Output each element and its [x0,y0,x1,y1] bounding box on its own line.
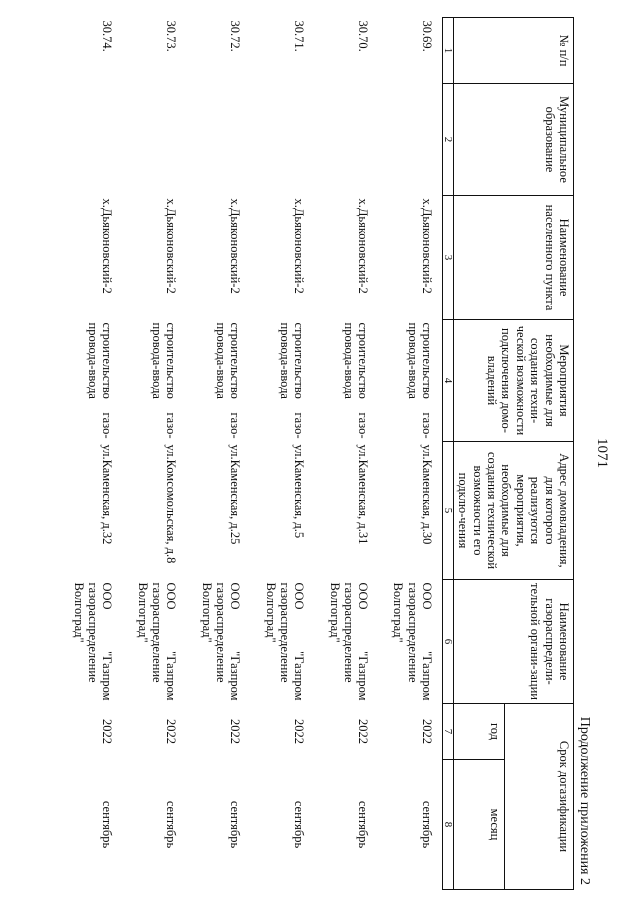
header-num: № п/п [454,17,574,83]
row-address: ул.Каменская, д.30 [420,444,434,544]
header-municipality: Муниципальное образование [454,83,574,195]
row-settlement: х.Дьяконовский-2 [420,198,434,294]
row-measure: строительство газо-провода-ввода [86,322,115,438]
header-settlement: Наименование населенного пункта [454,195,574,319]
table-row [187,17,251,889]
row-month: сентябрь [228,800,243,848]
row-measure: строительство газо-провода-ввода [405,322,434,438]
row-municipality [187,83,251,195]
row-year: 2022 [100,718,115,744]
row-number: 30.70. [356,20,371,52]
row-address: ул.Комсомольская, д.8 [164,444,179,563]
row-measure: строительство газо-провода-ввода [150,322,179,438]
row-month: сентябрь [356,800,371,848]
table-body [59,17,443,889]
row-number: 30.69. [420,20,434,52]
row-settlement: х.Дьяконовский-2 [292,198,307,294]
row-number: 30.71. [292,20,307,52]
column-number: 3 [443,195,454,319]
row-municipality [315,83,379,195]
row-settlement: х.Дьяконовский-2 [356,198,371,294]
header-measures: Мероприятия необходимые для создания техни-ческой возможности подключения домо-владений [454,319,574,441]
appendix-caption: Продолжение приложения 2 [577,716,592,885]
row-organization: ООО "Газпром газораспределение Волгоград" [135,582,179,700]
row-year: 2022 [356,718,371,744]
row-month: сентябрь [100,800,115,848]
row-year: 2022 [228,718,243,744]
row-municipality [59,83,123,195]
table-row [59,17,123,889]
column-number: 6 [443,579,454,703]
row-organization: ООО "Газпром газораспределение Волгоград" [71,582,115,700]
table-header [443,17,574,889]
row-municipality [251,83,315,195]
row-settlement: х.Дьяконовский-2 [100,198,115,294]
header-year: год [454,703,505,759]
table-row [123,17,187,889]
row-address: ул.Каменская, д.25 [228,444,243,544]
row-organization: ООО "Газпром газораспределение Волгоград" [327,582,371,700]
row-settlement: х.Дьяконовский-2 [228,198,243,294]
row-number: 30.73. [164,20,179,52]
row-address: ул.Каменская, д.5 [292,444,307,538]
row-municipality [123,83,187,195]
table-row [379,17,443,889]
document-page [20,13,620,893]
header-deadline: Срок догазификации [505,703,574,889]
row-month: сентябрь [164,800,179,848]
row-organization: ООО "Газпром газораспределение Волгоград" [391,582,434,700]
column-number: 7 [443,703,454,759]
row-municipality [379,83,443,195]
table-row [251,17,315,889]
column-number: 1 [443,17,454,83]
column-number: 2 [443,83,454,195]
row-measure: строительство газо-провода-ввода [214,322,243,438]
row-measure: строительство газо-провода-ввода [342,322,371,438]
column-number: 4 [443,319,454,441]
row-address: ул.Каменская, д.31 [356,444,371,544]
row-organization: ООО "Газпром газораспределение Волгоград" [263,582,307,700]
header-month: месяц [454,759,505,889]
row-number: 30.72. [228,20,243,52]
row-measure: строительство газо-провода-ввода [278,322,307,438]
column-number: 5 [443,441,454,579]
row-settlement: х.Дьяконовский-2 [164,198,179,294]
row-month: сентябрь [420,800,434,848]
row-year: 2022 [292,718,307,744]
row-month: сентябрь [292,800,307,848]
table-row [315,17,379,889]
row-year: 2022 [420,718,434,744]
page-number: 1071 [594,437,610,468]
column-number: 8 [443,759,454,889]
gasification-table [59,17,575,890]
header-address: Адрес домовладения, для которого реализуются мероприятия, необходимые для создания технической возможности его подклю-чения [454,441,574,579]
row-address: ул.Каменская, д.32 [100,444,115,544]
header-organization: Наименование газораспредели-тельной органи-зации [454,579,574,703]
row-organization: ООО "Газпром газораспределение Волгоград" [199,582,243,700]
row-year: 2022 [164,718,179,744]
row-number: 30.74. [100,20,115,52]
